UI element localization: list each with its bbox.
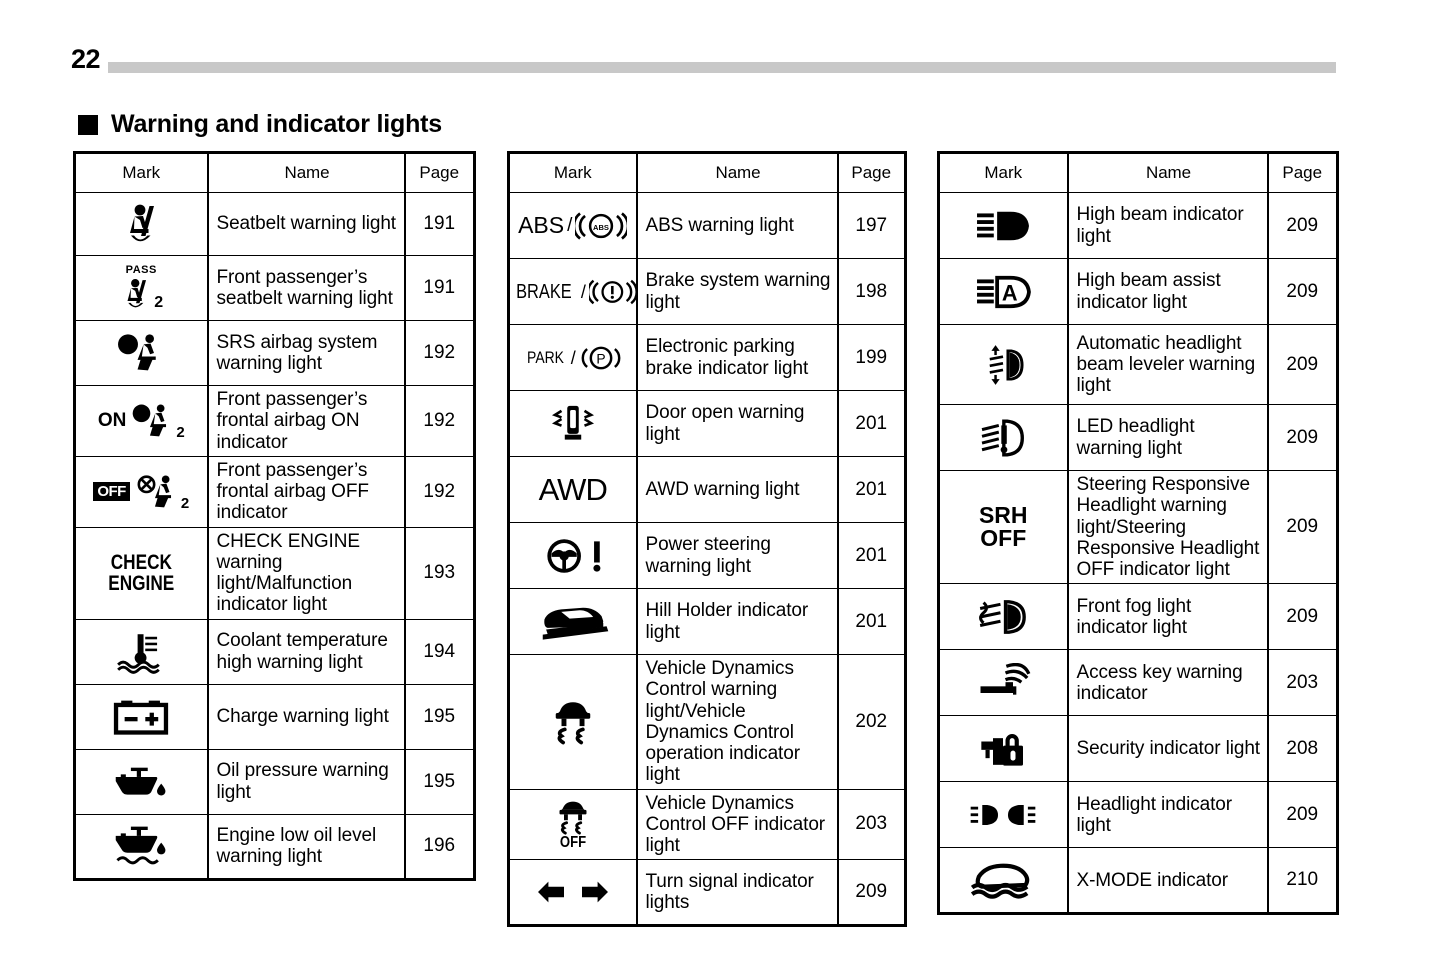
off-label: OFF bbox=[93, 482, 130, 501]
srs-airbag-warning-icon bbox=[76, 332, 207, 374]
name-cell: Front passenger’s frontal airbag OFF indicator bbox=[208, 456, 405, 527]
headlight-indicator-icon bbox=[940, 800, 1067, 830]
page-cell: 197 bbox=[838, 193, 906, 259]
engine-low-oil-level-warning-icon bbox=[76, 824, 207, 868]
page-cell: 202 bbox=[838, 655, 906, 790]
high-beam-assist-indicator-icon bbox=[940, 272, 1067, 312]
name-cell: ABS warning light bbox=[637, 193, 838, 259]
svg-text:P: P bbox=[596, 350, 606, 367]
column-header-mark: Mark bbox=[75, 153, 208, 193]
table-header-row bbox=[939, 153, 1338, 193]
page-header bbox=[0, 0, 1445, 92]
mark-cell bbox=[75, 456, 208, 527]
table-row bbox=[939, 716, 1338, 782]
mark-cell bbox=[75, 321, 208, 386]
mark-cell bbox=[509, 259, 637, 325]
pass-label: PASS bbox=[125, 264, 157, 276]
page-cell: 209 bbox=[1268, 471, 1338, 584]
access-key-warning-icon bbox=[940, 663, 1067, 703]
srh-off-indicator-icon bbox=[940, 504, 1067, 550]
pass-seat-number: 2 bbox=[154, 294, 164, 311]
page-cell: 192 bbox=[405, 386, 475, 457]
name-cell: Front passenger’s frontal airbag ON indicator bbox=[208, 386, 405, 457]
table-header-row bbox=[75, 153, 475, 193]
mark-cell bbox=[75, 193, 208, 256]
table-row bbox=[509, 193, 906, 259]
airbag-on-indicator-icon bbox=[76, 402, 207, 440]
power-steering-warning-icon bbox=[510, 535, 636, 577]
table-row bbox=[75, 527, 475, 619]
mark-cell bbox=[75, 386, 208, 457]
srh-label: SRH bbox=[978, 502, 1028, 529]
page-cell: 201 bbox=[838, 457, 906, 523]
page-cell: 209 bbox=[1268, 259, 1338, 325]
name-cell: Door open warning light bbox=[637, 391, 838, 457]
table-row bbox=[509, 391, 906, 457]
page-cell: 209 bbox=[1268, 325, 1338, 405]
name-cell: Seatbelt warning light bbox=[208, 193, 405, 256]
table-row bbox=[939, 650, 1338, 716]
mark-cell bbox=[75, 527, 208, 619]
turn-signal-indicator-icon bbox=[510, 879, 636, 905]
page-cell: 201 bbox=[838, 391, 906, 457]
name-cell: Vehicle Dynamics Control warning light/Vehicle Dynamics Control operation indicator light bbox=[637, 655, 838, 790]
name-cell: Power steering warning light bbox=[637, 523, 838, 589]
brake-system-warning-icon bbox=[510, 275, 636, 309]
led-headlight-warning-icon bbox=[940, 416, 1067, 460]
page-cell: 199 bbox=[838, 325, 906, 391]
mark-cell bbox=[939, 259, 1068, 325]
name-cell: SRS airbag system warning light bbox=[208, 321, 405, 386]
abs-text: ABS bbox=[518, 212, 565, 238]
check-engine-line2: ENGINE bbox=[108, 572, 175, 596]
name-cell: LED headlight warning light bbox=[1068, 405, 1268, 471]
name-cell: Charge warning light bbox=[208, 684, 405, 749]
mark-cell bbox=[509, 523, 637, 589]
mark-cell bbox=[509, 325, 637, 391]
page-cell: 209 bbox=[1268, 584, 1338, 650]
page-cell: 210 bbox=[1268, 848, 1338, 914]
security-indicator-icon bbox=[940, 728, 1067, 770]
off-label: OFF bbox=[980, 525, 1027, 552]
column-header-name: Name bbox=[208, 153, 405, 193]
table-row bbox=[509, 523, 906, 589]
page-cell: 191 bbox=[405, 193, 475, 256]
page-cell: 209 bbox=[1268, 782, 1338, 848]
mark-cell bbox=[509, 655, 637, 790]
battery-charge-warning-icon bbox=[76, 697, 207, 737]
mark-cell bbox=[939, 584, 1068, 650]
mark-cell bbox=[75, 619, 208, 684]
table-row bbox=[75, 814, 475, 879]
mark-cell bbox=[509, 391, 637, 457]
name-cell: Electronic parking brake indicator light bbox=[637, 325, 838, 391]
name-cell: Vehicle Dynamics Control OFF indicator light bbox=[637, 789, 838, 860]
table-row bbox=[939, 782, 1338, 848]
table-row bbox=[509, 325, 906, 391]
page-number: 22 bbox=[71, 44, 101, 74]
mark-cell bbox=[75, 749, 208, 814]
table-row bbox=[939, 405, 1338, 471]
svg-text:ABS: ABS bbox=[593, 222, 610, 232]
mark-cell bbox=[509, 589, 637, 655]
check-engine-line1: CHECK bbox=[110, 551, 172, 575]
name-cell: Front passenger’s seatbelt warning light bbox=[208, 256, 405, 321]
awd-warning-icon bbox=[510, 474, 636, 505]
table-row bbox=[939, 193, 1338, 259]
pass-seatbelt-warning-icon bbox=[76, 265, 207, 311]
mark-cell bbox=[509, 860, 637, 926]
section-heading bbox=[78, 110, 442, 139]
svg-text:A: A bbox=[1002, 279, 1018, 305]
column-header-name: Name bbox=[1068, 153, 1268, 193]
vehicle-dynamics-control-icon bbox=[510, 696, 636, 748]
page-cell: 191 bbox=[405, 256, 475, 321]
name-cell: High beam indicator light bbox=[1068, 193, 1268, 259]
table-row bbox=[939, 584, 1338, 650]
warning-lights-table-1 bbox=[73, 151, 476, 881]
black-square-bullet-icon bbox=[78, 115, 98, 135]
mark-cell bbox=[509, 457, 637, 523]
slash: / bbox=[567, 215, 573, 236]
auto-headlight-beam-leveler-icon bbox=[940, 341, 1067, 389]
front-fog-light-indicator-icon bbox=[940, 595, 1067, 639]
seat-number: 2 bbox=[180, 494, 190, 512]
name-cell: Security indicator light bbox=[1068, 716, 1268, 782]
park-text: PARK bbox=[526, 348, 564, 367]
page-cell: 208 bbox=[1268, 716, 1338, 782]
mark-cell bbox=[939, 848, 1068, 914]
page-cell: 195 bbox=[405, 684, 475, 749]
table-row bbox=[75, 256, 475, 321]
table-row bbox=[939, 471, 1338, 584]
name-cell: Turn signal indicator lights bbox=[637, 860, 838, 926]
mark-cell bbox=[509, 193, 637, 259]
awd-text: AWD bbox=[538, 472, 607, 507]
table-row bbox=[75, 321, 475, 386]
name-cell: Brake system warning light bbox=[637, 259, 838, 325]
name-cell: Hill Holder indicator light bbox=[637, 589, 838, 655]
table-row bbox=[75, 456, 475, 527]
table-row bbox=[75, 619, 475, 684]
name-cell: Engine low oil level warning light bbox=[208, 814, 405, 879]
section-title: Warning and indicator lights bbox=[111, 110, 442, 138]
oil-pressure-warning-icon bbox=[76, 763, 207, 801]
check-engine-icon bbox=[76, 552, 207, 594]
abs-warning-icon bbox=[510, 209, 636, 243]
page-cell: 192 bbox=[405, 456, 475, 527]
name-cell: AWD warning light bbox=[637, 457, 838, 523]
slash: / bbox=[580, 281, 586, 302]
mark-cell bbox=[939, 325, 1068, 405]
table-row bbox=[509, 589, 906, 655]
name-cell: X-MODE indicator bbox=[1068, 848, 1268, 914]
column-header-page: Page bbox=[405, 153, 475, 193]
electronic-parking-brake-icon bbox=[510, 341, 636, 375]
airbag-off-indicator-icon bbox=[76, 473, 207, 511]
name-cell: High beam assist indicator light bbox=[1068, 259, 1268, 325]
mark-cell bbox=[75, 814, 208, 879]
coolant-temperature-warning-icon bbox=[76, 630, 207, 674]
x-mode-indicator-icon bbox=[940, 860, 1067, 900]
header-rule bbox=[108, 62, 1336, 73]
door-open-warning-icon bbox=[510, 401, 636, 447]
mark-cell bbox=[75, 256, 208, 321]
mark-cell bbox=[75, 684, 208, 749]
name-cell: Front fog light indicator light bbox=[1068, 584, 1268, 650]
vdc-off-label: OFF bbox=[559, 834, 586, 852]
hill-holder-indicator-icon bbox=[510, 601, 636, 643]
mark-cell bbox=[939, 650, 1068, 716]
table-row bbox=[509, 457, 906, 523]
mark-cell bbox=[939, 716, 1068, 782]
warning-lights-table-3 bbox=[937, 151, 1339, 915]
column-header-name: Name bbox=[637, 153, 838, 193]
on-label: ON bbox=[97, 410, 127, 432]
table-row bbox=[509, 789, 906, 860]
mark-cell bbox=[939, 782, 1068, 848]
table-header-row bbox=[509, 153, 906, 193]
table-row bbox=[509, 860, 906, 926]
page-cell: 209 bbox=[838, 860, 906, 926]
brake-text: BRAKE bbox=[516, 280, 572, 303]
slash: / bbox=[570, 347, 576, 368]
high-beam-indicator-icon bbox=[940, 206, 1067, 246]
name-cell: Steering Responsive Headlight warning light/Steering Responsive Headlight OFF indicator light bbox=[1068, 471, 1268, 584]
seat-number: 2 bbox=[176, 423, 185, 441]
page-cell: 193 bbox=[405, 527, 475, 619]
table-row bbox=[939, 325, 1338, 405]
page-cell: 195 bbox=[405, 749, 475, 814]
page-cell: 196 bbox=[405, 814, 475, 879]
table-row bbox=[75, 193, 475, 256]
vehicle-dynamics-control-off-icon bbox=[510, 797, 636, 851]
name-cell: CHECK ENGINE warning light/Malfunction indicator light bbox=[208, 527, 405, 619]
name-cell: Access key warning indicator bbox=[1068, 650, 1268, 716]
seatbelt-warning-icon bbox=[76, 202, 207, 246]
warning-lights-table-2 bbox=[507, 151, 907, 927]
table-row bbox=[509, 259, 906, 325]
name-cell: Automatic headlight beam leveler warning light bbox=[1068, 325, 1268, 405]
mark-cell bbox=[939, 193, 1068, 259]
page-cell: 209 bbox=[1268, 405, 1338, 471]
mark-cell bbox=[939, 405, 1068, 471]
page-cell: 201 bbox=[838, 523, 906, 589]
page-cell: 194 bbox=[405, 619, 475, 684]
column-header-mark: Mark bbox=[509, 153, 637, 193]
name-cell: Coolant temperature high warning light bbox=[208, 619, 405, 684]
column-header-page: Page bbox=[1268, 153, 1338, 193]
page-cell: 203 bbox=[838, 789, 906, 860]
page-cell: 192 bbox=[405, 321, 475, 386]
column-header-page: Page bbox=[838, 153, 906, 193]
mark-cell bbox=[509, 789, 637, 860]
table-row bbox=[75, 749, 475, 814]
table-row bbox=[939, 848, 1338, 914]
page-cell: 201 bbox=[838, 589, 906, 655]
name-cell: Headlight indicator light bbox=[1068, 782, 1268, 848]
page-cell: 209 bbox=[1268, 193, 1338, 259]
table-row bbox=[75, 684, 475, 749]
column-header-mark: Mark bbox=[939, 153, 1068, 193]
mark-cell bbox=[939, 471, 1068, 584]
table-row bbox=[939, 259, 1338, 325]
table-row bbox=[509, 655, 906, 790]
name-cell: Oil pressure warning light bbox=[208, 749, 405, 814]
page-cell: 203 bbox=[1268, 650, 1338, 716]
table-row bbox=[75, 386, 475, 457]
page-cell: 198 bbox=[838, 259, 906, 325]
